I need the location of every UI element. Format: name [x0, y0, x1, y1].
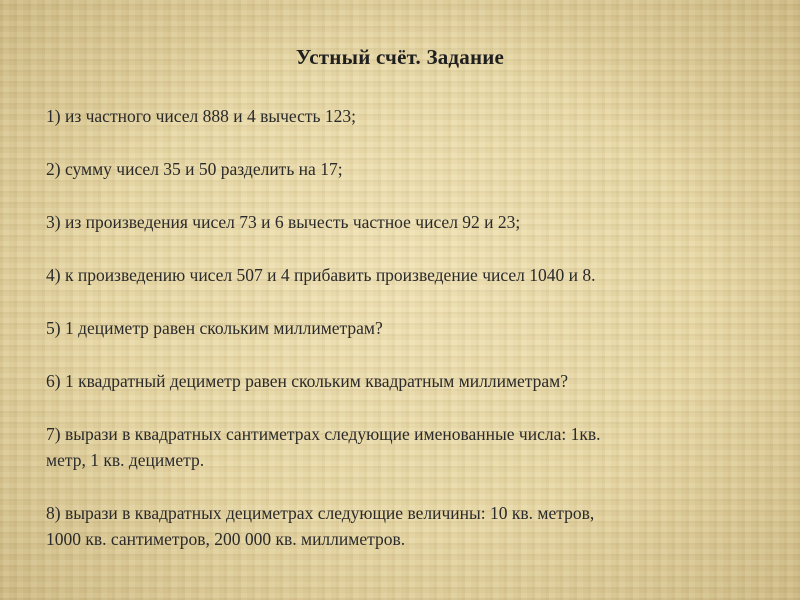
task-item [46, 262, 766, 288]
task-item [46, 421, 766, 473]
task-text-line: 5) 1 дециметр равен скольким миллиметрам? [46, 318, 383, 338]
task-text-line: метр, 1 кв. дециметр. [46, 450, 205, 470]
task-item [46, 500, 766, 552]
task-text-line: 1000 кв. сантиметров, 200 000 кв. миллиметров. [46, 529, 406, 549]
task-text-line: 8) вырази в квадратных дециметрах следующие величины: 10 кв. метров, [46, 503, 595, 523]
task-item [46, 368, 766, 394]
task-text-line: 7) вырази в квадратных сантиметрах следующие именованные числа: 1кв. [46, 424, 601, 444]
task-text-line: 6) 1 квадратный дециметр равен скольким квадратным миллиметрам? [46, 371, 569, 391]
task-item [46, 209, 766, 235]
task-list [46, 103, 766, 579]
task-text-line: 1) из частного чисел 888 и 4 вычесть 123; [46, 106, 356, 126]
task-item [46, 103, 766, 129]
task-text-line: 4) к произведению чисел 507 и 4 прибавить произведение чисел 1040 и 8. [46, 265, 596, 285]
task-text-line: 2) сумму чисел 35 и 50 разделить на 17; [46, 159, 343, 179]
task-item [46, 156, 766, 182]
slide-title: Устный счёт. Задание [295, 45, 505, 69]
task-text-line: 3) из произведения чисел 73 и 6 вычесть частное чисел 92 и 23; [46, 212, 521, 232]
task-item [46, 315, 766, 341]
